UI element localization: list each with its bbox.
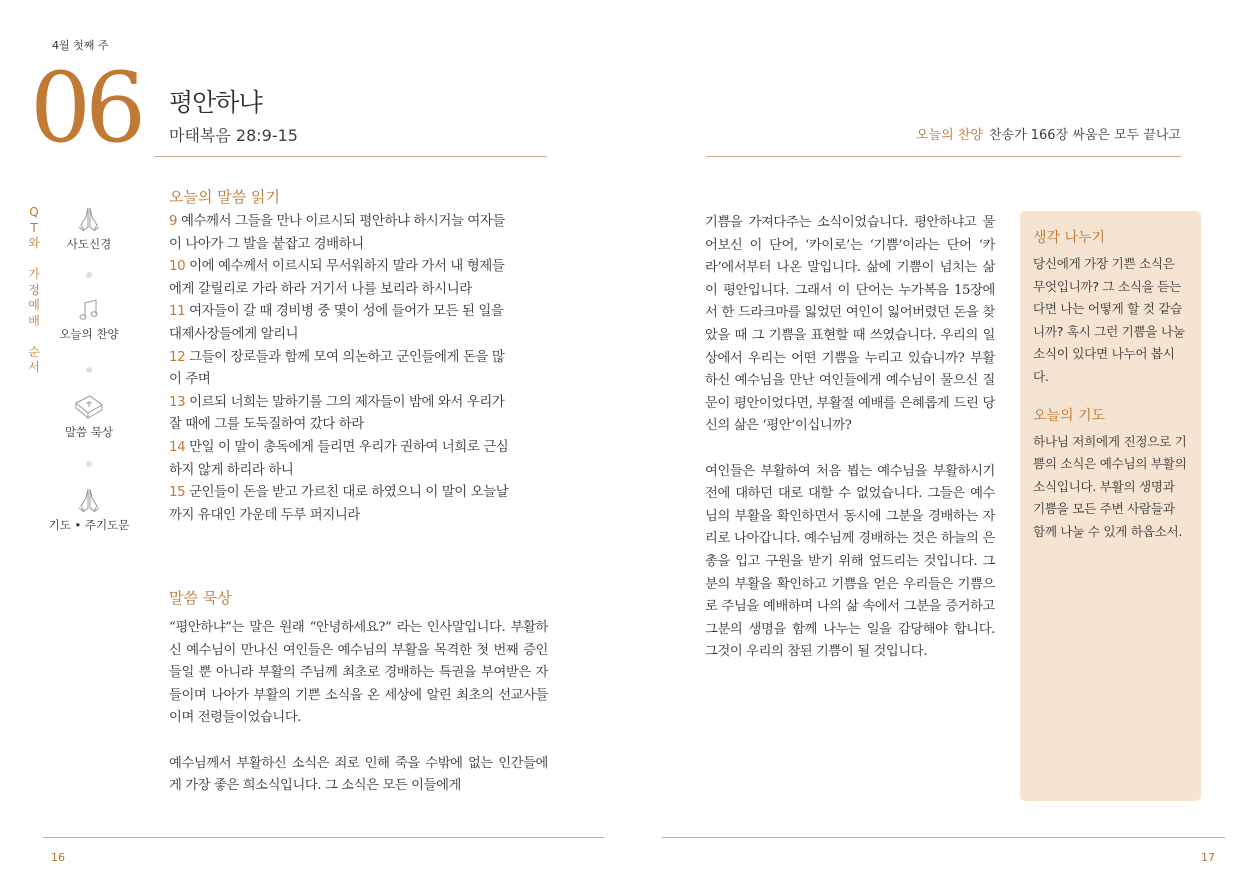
page-number-left: 16 <box>51 851 65 864</box>
verse <box>169 347 549 392</box>
nav-item-label: 오늘의 찬양 <box>59 327 119 341</box>
meditation-continued <box>705 212 995 686</box>
meditation-paragraph: 예수님께서 부활하신 소식은 죄로 인해 죽을 수밖에 없는 인간들에게 가장 좋은 희소식입니다. 그 소식은 모든 이들에게 <box>169 755 548 794</box>
verse <box>169 392 549 437</box>
share-text: 당신에게 가장 기쁜 소식은 무엇입니까? 그 소식을 듣는다면 나는 어떻게 할 것 같습니까? 혹시 그런 기쁨을 나눌 소식이 있다면 나누어 봅시다. <box>1033 256 1185 384</box>
share-heading: 생각 나누기 <box>1033 230 1106 246</box>
hymn-label: 오늘의 찬양 <box>916 128 983 143</box>
verse-line: 하지 않게 하리라 하니 <box>169 462 294 478</box>
verse-line: 이 주며 <box>169 372 211 388</box>
nav-item-todays-hymn <box>48 297 130 342</box>
page-title: 평안하냐 <box>169 88 262 117</box>
footer-divider <box>43 837 604 838</box>
meditation-paragraph: 기쁨을 가져다주는 소식이었습니다. 평안하냐고 물어보신 이 단어, ‘카이로’는 ‘기쁨’이라는 단어 ‘카라’에서부터 나온 말입니다. 삶에 기쁨이 넘치는 삶이 평안입니다. 그래서 이 단어는 누가복음 15장에서 한 드라크마를 잃었던 여인이 잃어버렸던 돈을 찾았을 때 그 기쁨을 표현할 때 쓰였습니다. 우리의 일상에서 우리는 어떤 기쁨을 누리고 있습니까? 부활하신 예수님을 만난 여인들에게 예수님이 물으신 질문이 평안이었다면, 부활절 예배를 은혜롭게 드린 당신의 삶은 ‘평안’이십니까? <box>705 215 995 434</box>
nav-separator-dot <box>86 461 92 467</box>
meditation-body <box>169 617 548 820</box>
verse-number: 15 <box>169 485 186 501</box>
nav-item-prayer <box>48 486 130 533</box>
side-vertical-label <box>27 205 41 376</box>
praying-hands-icon <box>75 205 103 233</box>
verse-number: 10 <box>169 259 186 275</box>
verse-number: 12 <box>169 349 186 365</box>
reading-heading: 오늘의 말씀 읽기 <box>169 188 280 206</box>
scripture-reference: 마태복음 28:9-15 <box>169 126 298 145</box>
music-note-icon <box>75 297 103 323</box>
verse-line: 이에 예수께서 이르시되 무서워하지 말라 가서 내 형제들 <box>189 259 505 275</box>
nav-item-apostles-creed <box>48 205 130 252</box>
verse-line: 여자들이 갈 때 경비병 중 몇이 성에 들어가 모든 된 일을 <box>189 304 504 320</box>
verse-line: 예수께서 그들을 만나 이르시되 평안하냐 하시거늘 여자들 <box>180 214 505 229</box>
side-label-char: 가 <box>28 267 40 281</box>
footer-divider <box>662 837 1225 838</box>
nav-item-label: 말씀 묵상 <box>64 425 114 439</box>
verse-line: 에게 갈릴리로 가라 하라 거기서 나를 보리라 하시니라 <box>169 281 472 297</box>
praying-hands-icon <box>75 486 103 514</box>
nav-item-label: 기도 • 주기도문 <box>48 518 130 532</box>
verse-line: 만일 이 말이 총독에게 들리면 우리가 권하여 너희로 근심 <box>189 439 509 455</box>
page-number-right: 17 <box>1201 851 1215 864</box>
verse-number: 9 <box>169 214 178 229</box>
side-label-char: T <box>30 220 38 235</box>
verse-line: 군인들이 돈을 받고 가르친 대로 하였으니 이 말이 오늘날 <box>189 485 509 501</box>
side-label-char: 배 <box>28 313 40 328</box>
verse-line: 잘 때에 그를 도둑질하여 갔다 하라 <box>169 417 364 433</box>
side-label-char: 순 <box>28 344 40 359</box>
side-label-char <box>27 252 41 268</box>
verse <box>169 301 549 346</box>
hymn-text: 찬송가 166장 싸움은 모두 끝나고 <box>988 128 1181 143</box>
prayer-heading: 오늘의 기도 <box>1033 407 1106 424</box>
meditation-paragraph: “평안하냐”는 말은 원래 “안녕하세요?” 라는 인사말입니다. 부활하신 예수님이 만나신 여인들은 예수님의 부활을 목격한 첫 번째 증인들일 뿐 아니라 부활의 주님께 최초로 경배하는 특권을 부여받은 자들이며 나아가 부활의 기쁜 소식을 온 세상에 알린 최초의 선교사들이며 전령들이었습니다. <box>169 620 548 726</box>
side-label-char: 서 <box>28 360 40 374</box>
nav-separator-dot <box>86 367 92 373</box>
header-divider <box>154 156 547 157</box>
verse <box>169 211 549 256</box>
verse-line: 그들이 장로들과 함께 모여 의논하고 군인들에게 돈을 많 <box>189 349 505 365</box>
verse-line: 대제사장들에게 알리니 <box>169 326 299 342</box>
side-label-char: 예 <box>28 298 40 312</box>
verse-list <box>169 211 549 527</box>
side-label-char <box>27 329 41 345</box>
verse <box>169 482 549 527</box>
verse <box>169 437 549 482</box>
meditation-heading: 말씀 묵상 <box>169 589 232 607</box>
week-label: 4월 첫째 주 <box>52 39 109 52</box>
verse-line: 까지 유대인 가운데 두루 퍼지니라 <box>169 507 360 523</box>
prayer-text: 하나님 저희에게 진정으로 기쁨의 소식은 예수님의 부활의 소식입니다. 부활의 생명과 기쁨을 모든 주변 사람들과 함께 나눌 수 있게 하옵소서. <box>1033 433 1187 539</box>
bible-icon <box>73 393 105 421</box>
meditation-paragraph: 여인들은 부활하여 처음 뵙는 예수님을 부활하시기 전에 대하던 대로 대할 수 없었습니다. 그들은 예수님의 부활을 확인하면서 동시에 그분을 경배하는 자리로 나아갑니다. 예수님께 경배하는 것은 하늘의 은총을 입고 구원을 받기 위해 엎드리는 것입니다. 그분의 부활을 확인하고 기쁨을 얻은 우리들은 기쁨으로 주님을 예배하며 나의 삶 속에서 그분을 증거하고 그분의 생명을 함께 나누는 일을 감당해야 합니다. 그것이 우리의 참된 기쁨이 될 것입니다. <box>705 463 995 660</box>
nav-item-word-meditation <box>48 393 130 440</box>
verse-number: 13 <box>169 394 186 410</box>
verse-line: 이르되 너희는 말하기를 그의 제자들이 밤에 와서 우리가 <box>189 394 505 410</box>
side-label-char: 와 <box>28 236 40 250</box>
header-divider <box>706 156 1181 157</box>
nav-separator-dot <box>86 272 92 278</box>
hymn-header <box>916 124 1181 143</box>
verse-number: 14 <box>169 439 186 455</box>
side-label-char: 정 <box>28 282 40 297</box>
verse-line: 이 나아가 그 발을 붙잡고 경배하니 <box>169 236 364 252</box>
nav-item-label: 사도신경 <box>66 237 112 251</box>
sharing-prayer-box <box>1020 211 1201 801</box>
verse-number: 11 <box>169 304 186 320</box>
verse <box>169 256 549 301</box>
day-number: 06 <box>30 52 141 164</box>
side-label-char: Q <box>29 205 39 219</box>
